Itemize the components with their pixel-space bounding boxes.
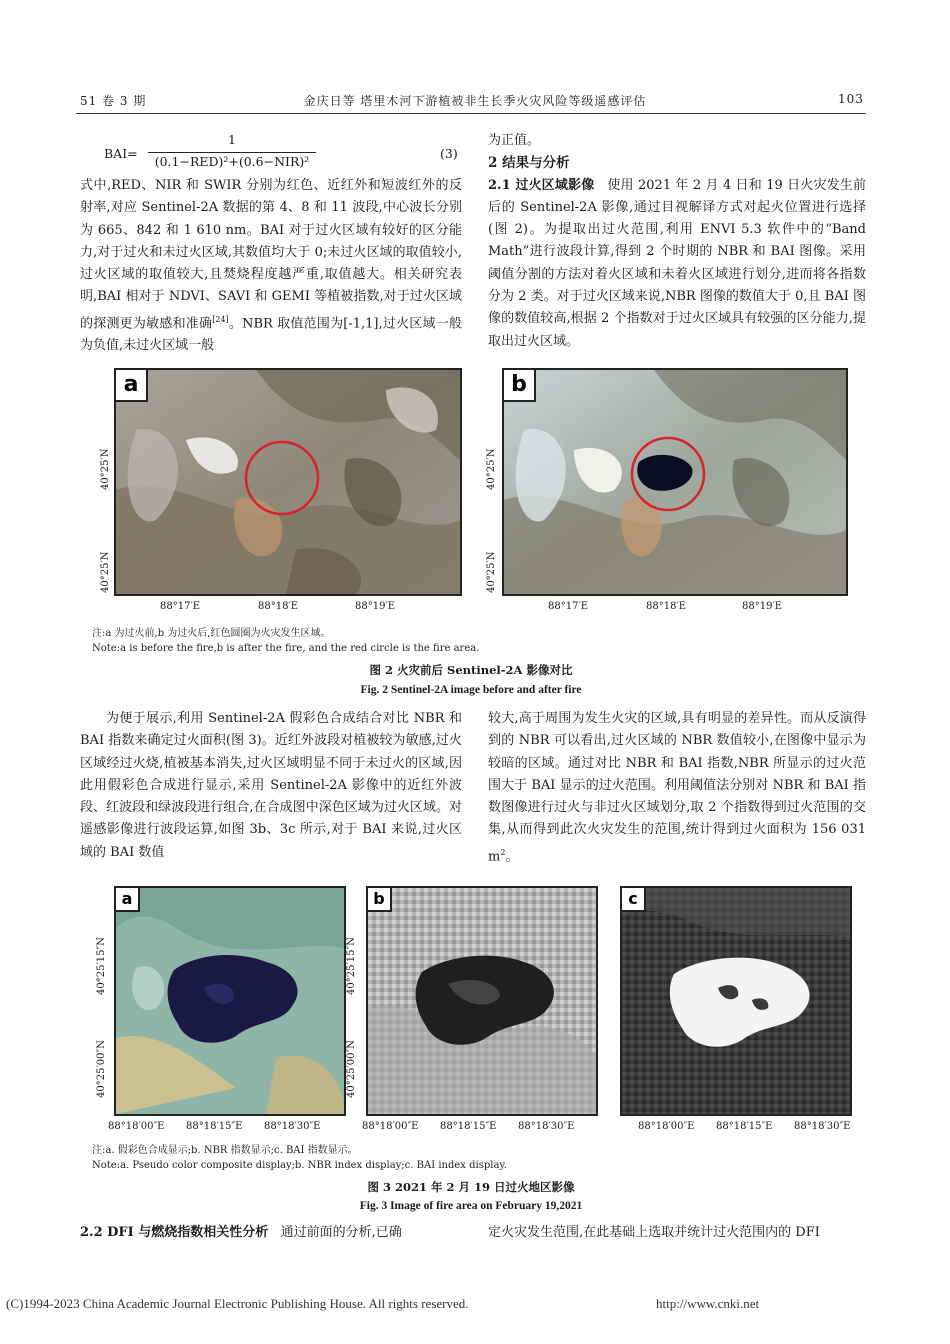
fig2-panel-b-map (502, 368, 848, 596)
footer-url[interactable]: http://www.cnki.net (656, 1296, 760, 1311)
fig3-note-en: Note:a. Pseudo color composite display;b. NBR index display;c. BAI index display. (92, 1160, 507, 1171)
fig3-panel-b-label: b (368, 888, 392, 912)
fig2a-lon-3: 88°19′E (355, 601, 396, 612)
fig2b-lat-top: 40°25′N (486, 448, 497, 490)
fig3b-lon-1: 88°18′00″E (362, 1121, 419, 1132)
fig3a-lat-top: 40°25′15″N (96, 937, 107, 995)
right-column-text-bottom: 定火灾发生范围,在此基础上选取并统计过火范围内的 DFI (488, 1225, 820, 1240)
fig3-panel-c (620, 886, 852, 1116)
fig2b-satellite-image (504, 370, 846, 594)
left-column-text-mid: 为便于展示,利用 Sentinel-2A 假彩色合成结合对比 NBR 和 BAI 指数来确定过火面积(图 3)。近红外波段对植被较为敏感,过火区域经过火烧,植被基本消失,过火区域明显不同于未过火的区域,因此用假彩色合成进行显示,采用 Sentinel-2A 影像中的近红外波段、红波段和绿波段进行组合,在合成图中深色区域为过火区域。对遥感影像进行波段运算,如图 3b、3c 所示,对于 BAI 来说,过火区域的 BAI 数值 (80, 711, 462, 860)
fig2b-lon-1: 88°17′E (548, 601, 589, 612)
fig2-caption-cn: 图 2 火灾前后 Sentinel-2A 影像对比 (369, 663, 573, 677)
fig2a-lat-bottom: 40°25′N (100, 551, 111, 593)
subsection-2-1-text: 使用 2021 年 2 月 4 日和 19 日火灾发生前后的 Sentinel-2A 影像,通过目视解译方式对起火位置进行选择(图 2)。为提取出过火范围,利用 ENVI 5.3 软件中的“Band Math”进行波段计算,得到 2 个时期的 NBR 和 BAI 图像。采用阈值分割的方法对着火区域和未着火区域进行划分,进而将各指数分为 2 类。对于过火区域来说,NBR 图像的数值大于 0,且 BAI 图像的数值较高,根据 2 个指数对于过火区域具有较强的区分能力,提取出过火区域。 (488, 177, 866, 349)
header-title: 金庆日等 塔里木河下游植被非生长季火灾风险等级遥感评估 (303, 94, 647, 108)
fig3-panel-c-label: c (622, 888, 646, 912)
subsection-2-2 (80, 1222, 462, 1244)
header-rule (76, 113, 866, 114)
fig2b-lon-3: 88°19′E (742, 601, 783, 612)
fig3-caption-en: Fig. 3 Image of fire area on February 19,2021 (359, 1200, 583, 1212)
equation-lhs: BAI= (104, 146, 138, 161)
fig2a-lon-2: 88°18′E (258, 601, 299, 612)
fig3c-lon-1: 88°18′00″E (638, 1121, 695, 1132)
subsection-2-1-heading: 2.1 过火区域影像 (488, 177, 595, 193)
right-column-text-mid: 较大,高于周围为发生火灾的区域,具有明显的差异性。而从反演得到的 NBR 可以看出,过火区域的 NBR 数值较小,在图像中显示为较暗的区域。通过对比 NBR 和 BAI 指数,NBR 所显示的过火范围大于 BAI 显示的过火范围。利用阈值法分别对 NBR 和 BAI 指数图像进行过火与非过火区域划分,取 2 个指数得到过火范围的交集,从而得到此次火灾发生的范围,统计得到过火面积为 156 031 $m^2$。 (488, 711, 866, 865)
header-volume: 51 卷 3 期 (80, 94, 147, 108)
fig2a-lon-1: 88°17′E (160, 601, 201, 612)
fig3a-lon-2: 88°18′15″E (186, 1121, 243, 1132)
fig2-note-en: Note:a is before the fire,b is after the fire, and the red circle is the fire area. (92, 643, 480, 654)
fig2-panel-b-label: b (504, 370, 536, 402)
fig3-note-cn: 注:a. 假彩色合成显示;b. NBR 指数显示;c. BAI 指数显示。 (92, 1145, 358, 1156)
subsection-2-2-text: 通过前面的分析,已确 (280, 1225, 402, 1240)
fig3a-lon-3: 88°18′30″E (264, 1121, 321, 1132)
footer-copyright: (C)1994-2023 China Academic Journal Electronic Publishing House. All rights reserved. (6, 1296, 469, 1311)
fig3-panel-a (114, 886, 346, 1116)
equation-numerator: 1 (228, 132, 236, 147)
header-page-number: 103 (838, 92, 864, 106)
fig3a-lat-bottom: 40°25′00″N (96, 1040, 107, 1098)
fig3-caption-cn: 图 3 2021 年 2 月 19 日过火地区影像 (367, 1180, 575, 1194)
fig2-note-cn: 注:a 为过火前,b 为过火后,红色圆圈为火灾发生区域。 (92, 628, 331, 639)
fraction-bar (148, 152, 316, 153)
fig2-caption-en: Fig. 2 Sentinel-2A image before and after fire (360, 684, 582, 696)
equation-number: (3) (440, 146, 458, 161)
right-column-text-top (488, 130, 866, 353)
equation-denominator: (0.1−RED)²+(0.6−NIR)² (154, 154, 310, 169)
fig3b-lat-top: 40°25′15″N (346, 937, 357, 995)
fig3a-false-color-image (116, 888, 344, 1114)
fig3-panel-a-label: a (116, 888, 140, 912)
subsection-2-2-heading: 2.2 DFI 与燃烧指数相关性分析 (80, 1225, 269, 1240)
fig3c-bai-image (622, 888, 850, 1114)
fig2a-lat-top: 40°25′N (100, 448, 111, 490)
fig2b-lon-2: 88°18′E (646, 601, 687, 612)
fig3-panel-b (366, 886, 598, 1116)
fig3b-lon-3: 88°18′30″E (518, 1121, 575, 1132)
left-column-text-top: 式中,RED、NIR 和 SWIR 分别为红色、近红外和短波红外的反射率,对应 Sentinel-2A 数据的第 4、8 和 11 波段,中心波长分别为 665、842 和 1 610 nm。BAI 对于过火区域有较好的区分能力,对于过火和未过火区域,其数值均大于 0;未过火区域的取值较小,过火区域的取值较大,且焚烧程度越严重,取值越大。相关研究表明,BAI 相对于 NDVI、SAVI 和 GEMI 等植被指数,对于过火区域的探测更为敏感和准确[24]。NBR 取值范围为[-1,1],过火区域一般为负值,未过火区域一般 (80, 178, 462, 354)
fig3b-nbr-image (368, 888, 596, 1114)
continuation-text: 为正值。 (488, 133, 541, 148)
fig3c-lon-2: 88°18′15″E (716, 1121, 773, 1132)
section-2-heading: 2 结果与分析 (488, 155, 570, 172)
fig2a-satellite-image (116, 370, 460, 594)
fig3b-lon-2: 88°18′15″E (440, 1121, 497, 1132)
fig2-panel-a-label: a (116, 370, 148, 402)
fig3c-lon-3: 88°18′30″E (794, 1121, 851, 1132)
fig3a-lon-1: 88°18′00″E (108, 1121, 165, 1132)
fig2-panel-a-map (114, 368, 462, 596)
fig2b-lat-bottom: 40°25′N (486, 551, 497, 593)
fig3b-lat-bottom: 40°25′00″N (346, 1040, 357, 1098)
